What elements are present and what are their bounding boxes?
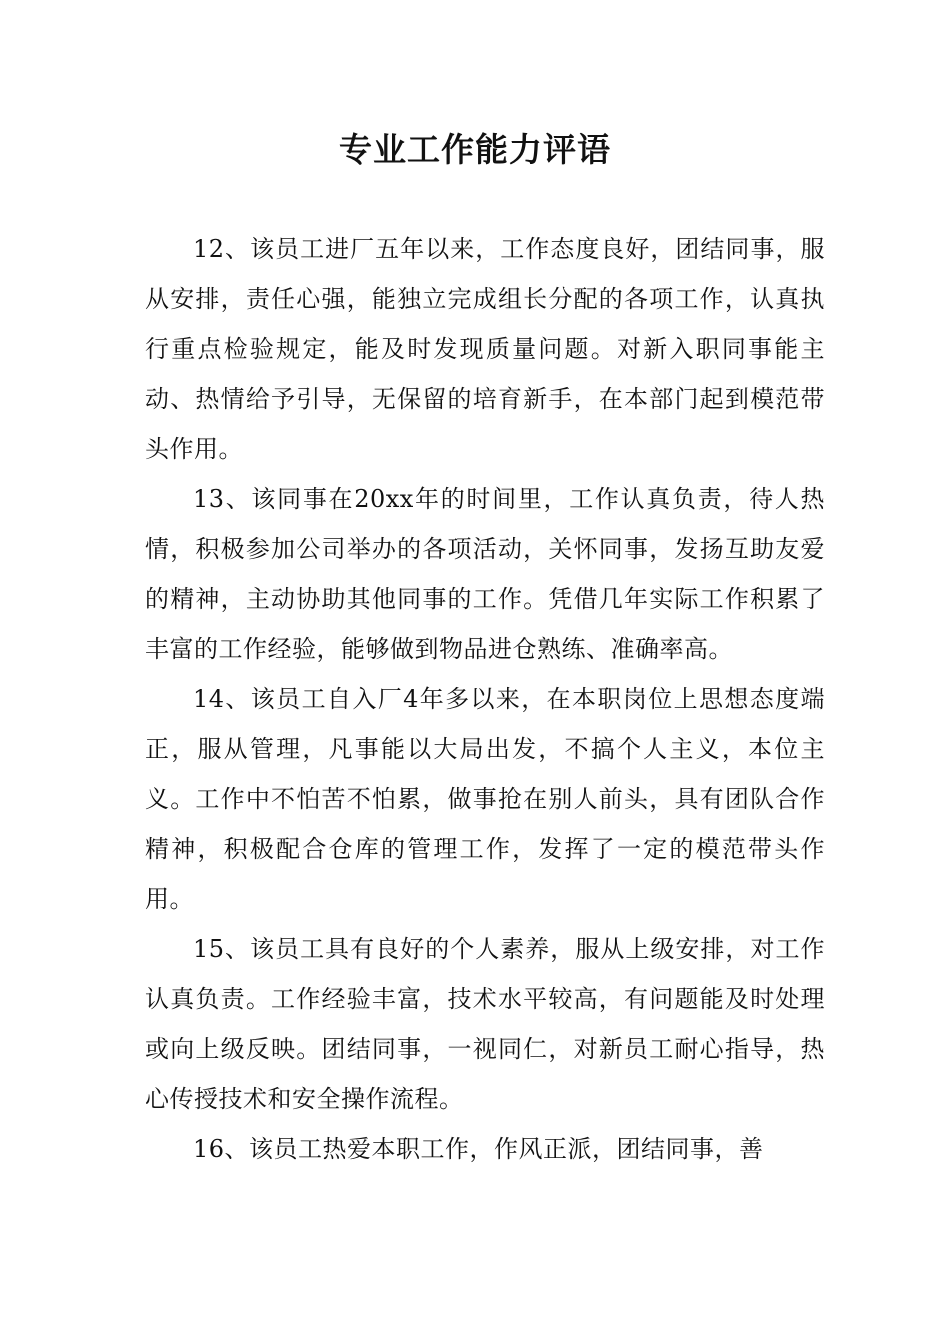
document-title: 专业工作能力评语 (339, 130, 611, 169)
paragraph-12: 12、该员工进厂五年以来，工作态度良好，团结同事，服从安排，责任心强，能独立完成组长分配的各项工作，认真执行重点检验规定，能及时发现质量问题。对新入职同事能主动、热情给予引导，无保留的培育新手，在本部门起到模范带头作用。 (145, 235, 825, 463)
document-body (145, 224, 825, 1174)
paragraph-16: 16、该员工热爱本职工作，作风正派，团结同事，善 (193, 1135, 764, 1163)
paragraph-14: 14、该员工自入厂4年多以来，在本职岗位上思想态度端正，服从管理，凡事能以大局出发，不搞个人主义，本位主义。工作中不怕苦不怕累，做事抢在别人前头，具有团队合作精神，积极配合仓库的管理工作，发挥了一定的模范带头作用。 (145, 685, 825, 913)
paragraph-13: 13、该同事在20xx年的时间里，工作认真负责，待人热情，积极参加公司举办的各项活动，关怀同事，发扬互助友爱的精神，主动协助其他同事的工作。凭借几年实际工作积累了丰富的工作经验，能够做到物品进仓熟练、准确率高。 (145, 485, 825, 663)
paragraph-15: 15、该员工具有良好的个人素养，服从上级安排，对工作认真负责。工作经验丰富，技术水平较高，有问题能及时处理或向上级反映。团结同事，一视同仁，对新员工耐心指导，热心传授技术和安全操作流程。 (145, 935, 825, 1113)
